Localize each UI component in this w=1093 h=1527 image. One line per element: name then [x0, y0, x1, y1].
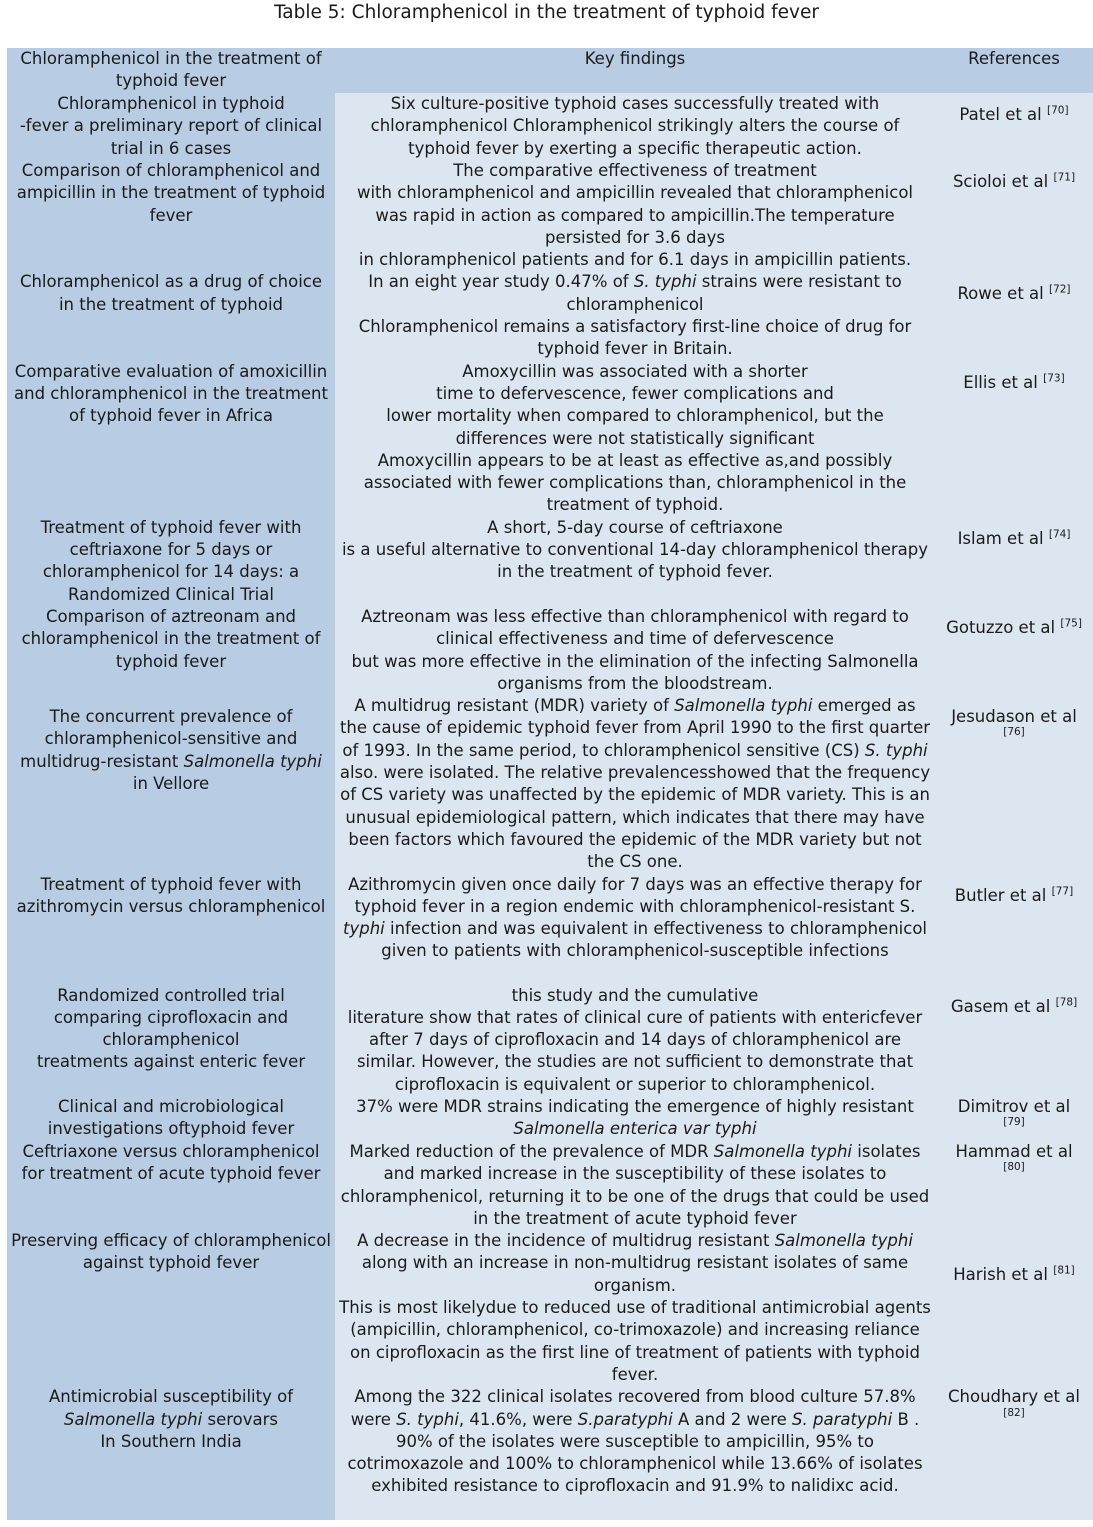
- data-table: [7, 48, 1093, 1520]
- row-title: Comparison of chloramphenicol and ampicillin in the treatment of typhoid fever: [7, 160, 335, 271]
- table-row: [7, 361, 1093, 517]
- row-reference: Rowe et al [72]: [935, 271, 1093, 360]
- table-row: [7, 1386, 1093, 1520]
- row-reference: Hammad et al [80]: [935, 1141, 1093, 1230]
- row-reference: Ellis et al [73]: [935, 361, 1093, 517]
- table-row: [7, 1096, 1093, 1141]
- row-findings: In an eight year study 0.47% of S. typhi strains were resistant to chloramphenicol Chloramphenicol remains a satisfactory first-line choice of drug for typhoid fever in Britain.: [335, 271, 935, 360]
- table-row: [7, 1141, 1093, 1230]
- table-caption: Table 5: Chloramphenicol in the treatment of typhoid fever: [274, 2, 819, 23]
- row-title: Comparison of aztreonam and chloramphenicol in the treatment of typhoid fever: [7, 606, 335, 695]
- row-reference: Jesudason et al [76]: [935, 695, 1093, 873]
- row-title: Clinical and microbiological investigations oftyphoid fever: [7, 1096, 335, 1141]
- row-findings: A multidrug resistant (MDR) variety of Salmonella typhi emerged as the cause of epidemic typhoid fever from April 1990 to the first quarter of 1993. In the same period, to chloramphenicol sensitive (CS) S. typhi also. were isolated. The relative prevalencesshowed that the frequency of CS variety was unaffected by the epidemic of MDR variety. This is an unusual epidemiological pattern, which indicates that there may have been factors which favoured the epidemic of the MDR variety but not the CS one.: [335, 695, 935, 873]
- row-title: Treatment of typhoid fever with azithromycin versus chloramphenicol: [7, 874, 335, 985]
- row-findings: Amoxycillin was associated with a shorter time to defervescence, fewer complications and lower mortality when compared to chloramphenicol, but the differences were not statistically significant Amoxycillin appears to be at least as effective as,and possibly associated with fewer complications than, chloramphenicol in the treatment of typhoid.: [335, 361, 935, 517]
- row-title: Preserving efficacy of chloramphenicol against typhoid fever: [7, 1230, 335, 1386]
- table-row: [7, 517, 1093, 606]
- row-title: Comparative evaluation of amoxicillin and chloramphenicol in the treatment of typhoid fever in Africa: [7, 361, 335, 517]
- header-findings: Key findings: [335, 48, 935, 93]
- row-reference: Gasem et al [78]: [935, 985, 1093, 1096]
- row-title: Antimicrobial susceptibility of Salmonella typhi serovars In Southern India: [7, 1386, 335, 1520]
- table-row: [7, 606, 1093, 695]
- header-references: References: [935, 48, 1093, 93]
- row-reference: Dimitrov et al [79]: [935, 1096, 1093, 1141]
- row-findings: this study and the cumulative literature show that rates of clinical cure of patients with entericfever after 7 days of ciprofloxacin and 14 days of chloramphenicol are similar. However, the studies are not sufficient to demonstrate that ciprofloxacin is equivalent or superior to chloramphenicol.: [335, 985, 935, 1096]
- row-title: Chloramphenicol as a drug of choice in the treatment of typhoid: [7, 271, 335, 360]
- row-title: Chloramphenicol in typhoid -fever a preliminary report of clinical trial in 6 cases: [7, 93, 335, 160]
- row-reference: Patel et al [70]: [935, 93, 1093, 160]
- table-row: [7, 874, 1093, 985]
- row-findings: The comparative effectiveness of treatment with chloramphenicol and ampicillin revealed that chloramphenicol was rapid in action as compared to ampicillin.The temperature persisted for 3.6 days in chloramphenicol patients and for 6.1 days in ampicillin patients.: [335, 160, 935, 271]
- row-title: Treatment of typhoid fever with ceftriaxone for 5 days or chloramphenicol for 14 days: a Randomized Clinical Trial: [7, 517, 335, 606]
- header-title: Chloramphenicol in the treatment of typhoid fever: [7, 48, 335, 93]
- header-row: [7, 48, 1093, 93]
- row-findings: 37% were MDR strains indicating the emergence of highly resistant Salmonella enterica var typhi: [335, 1096, 935, 1141]
- row-title: Ceftriaxone versus chloramphenicol for treatment of acute typhoid fever: [7, 1141, 335, 1230]
- row-reference: Islam et al [74]: [935, 517, 1093, 606]
- row-reference: Butler et al [77]: [935, 874, 1093, 985]
- row-reference: Gotuzzo et al [75]: [935, 606, 1093, 695]
- table-row: [7, 695, 1093, 873]
- row-findings: Azithromycin given once daily for 7 days was an effective therapy for typhoid fever in a region endemic with chloramphenicol-resistant S. typhi infection and was equivalent in effectiveness to chloramphenicol given to patients with chloramphenicol-susceptible infections: [335, 874, 935, 985]
- row-findings: Six culture-positive typhoid cases successfully treated with chloramphenicol Chloramphenicol strikingly alters the course of typhoid fever by exerting a specific therapeutic action.: [335, 93, 935, 160]
- table-row: [7, 160, 1093, 271]
- row-findings: A decrease in the incidence of multidrug resistant Salmonella typhi along with an increase in non-multidrug resistant isolates of same organism. This is most likelydue to reduced use of traditional antimicrobial agents (ampicillin, chloramphenicol, co-trimoxazole) and increasing reliance on ciprofloxacin as the first line of treatment of patients with typhoid fever.: [335, 1230, 935, 1386]
- table-row: [7, 271, 1093, 360]
- row-findings: Aztreonam was less effective than chloramphenicol with regard to clinical effectiveness and time of defervescence but was more effective in the elimination of the infecting Salmonella organisms from the bloodstream.: [335, 606, 935, 695]
- row-reference: Scioloi et al [71]: [935, 160, 1093, 271]
- row-findings: Marked reduction of the prevalence of MDR Salmonella typhi isolates and marked increase in the susceptibility of these isolates to chloramphenicol, returning it to be one of the drugs that could be used in the treatment of acute typhoid fever: [335, 1141, 935, 1230]
- table-row: [7, 93, 1093, 160]
- table-row: [7, 985, 1093, 1096]
- row-title: Randomized controlled trial comparing ciprofloxacin and chloramphenicol treatments against enteric fever: [7, 985, 335, 1096]
- row-reference: Harish et al [81]: [935, 1230, 1093, 1386]
- row-reference: Choudhary et al [82]: [935, 1386, 1093, 1520]
- row-findings: Among the 322 clinical isolates recovered from blood culture 57.8% were S. typhi, 41.6%, were S.paratyphi A and 2 were S. paratyphi B . 90% of the isolates were susceptible to ampicillin, 95% to cotrimoxazole and 100% to chloramphenicol while 13.66% of isolates exhibited resistance to ciprofloxacin and 91.9% to nalidixc acid.: [335, 1386, 935, 1520]
- row-findings: A short, 5-day course of ceftriaxone is a useful alternative to conventional 14-day chloramphenicol therapy in the treatment of typhoid fever.: [335, 517, 935, 606]
- table-row: [7, 1230, 1093, 1386]
- row-title: The concurrent prevalence of chloramphenicol-sensitive and multidrug-resistant Salmonella typhi in Vellore: [7, 695, 335, 873]
